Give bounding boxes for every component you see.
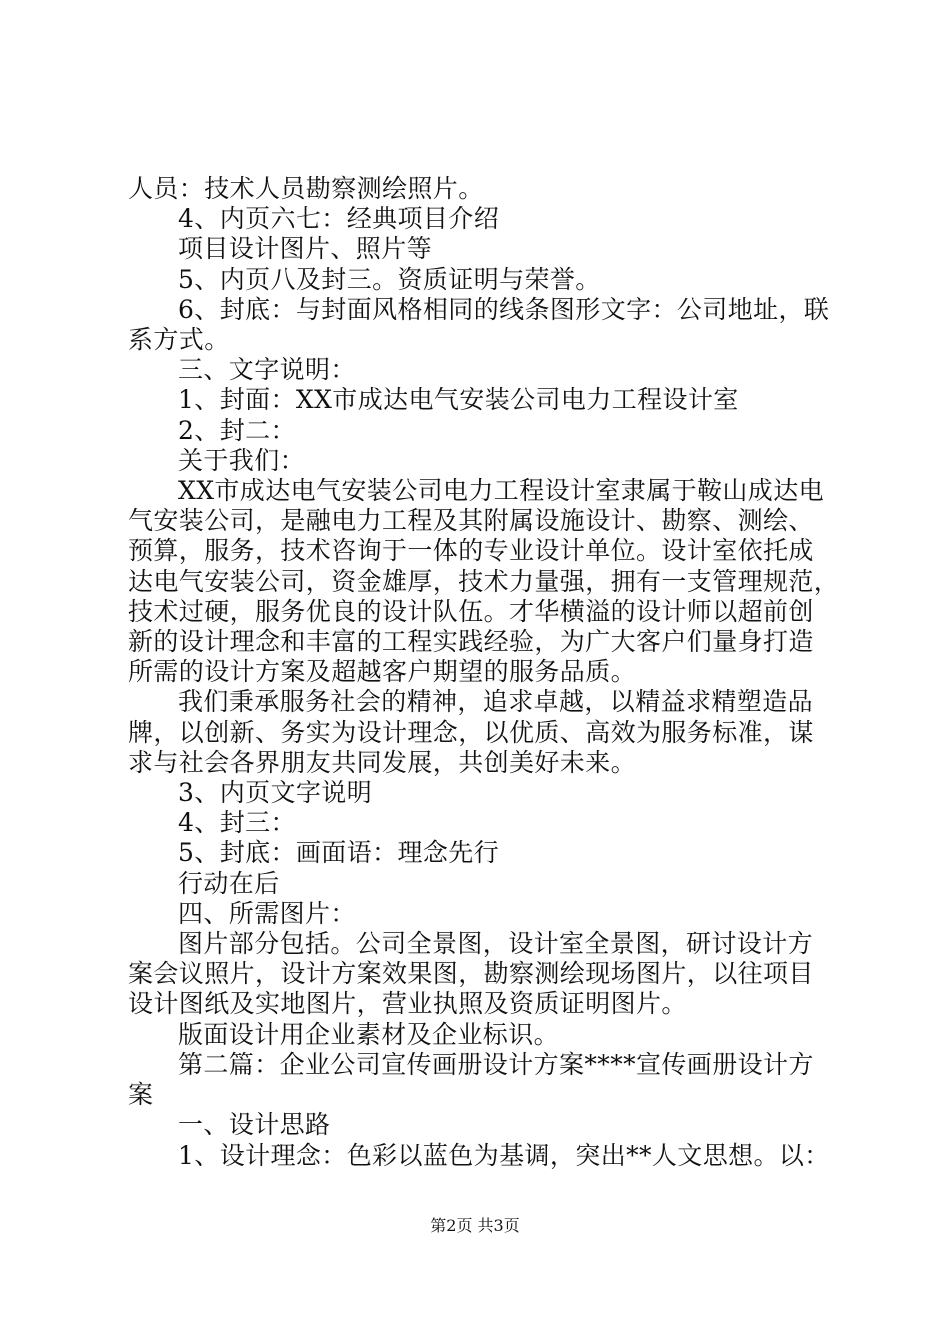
text-line: 所需的设计方案及超越客户期望的服务品质。 bbox=[128, 657, 637, 687]
text-line: 6、封底：与封面风格相同的线条图形文字：公司地址，联 bbox=[178, 294, 830, 324]
text-line: 2、封二： bbox=[178, 415, 296, 445]
text-line: 气安装公司，是融电力工程及其附属设施设计、勘察、测绘、 bbox=[128, 506, 814, 536]
text-line: 牌，以创新、务实为设计理念，以优质、高效为服务标准，谋 bbox=[128, 717, 814, 747]
text-line: 系方式。 bbox=[128, 325, 230, 355]
text-line: 人员：技术人员勘察测绘照片。 bbox=[128, 174, 484, 203]
text-line: 我们秉承服务社会的精神，追求卓越，以精益求精塑造品 bbox=[178, 687, 814, 717]
text-line: 预算，服务，技术咨询于一体的专业设计单位。设计室依托成 bbox=[128, 536, 814, 566]
text-line: XX市成达电气安装公司电力工程设计室隶属于鞍山成达电 bbox=[178, 476, 824, 506]
text-line: 案会议照片，设计方案效果图，勘察测绘现场图片，以往项目 bbox=[128, 959, 814, 989]
text-line: 5、内页八及封三。资质证明与荣誉。 bbox=[178, 264, 601, 294]
text-line: 一、设计思路 bbox=[178, 1110, 331, 1140]
text-line: 4、内页六七：经典项目介绍 bbox=[178, 204, 500, 234]
text-line: 图片部分包括。公司全景图，设计室全景图，研讨设计方 bbox=[178, 929, 814, 959]
text-line: 新的设计理念和丰富的工程实践经验，为广大客户们量身打造 bbox=[128, 627, 814, 657]
text-line: 1、设计理念：色彩以蓝色为基调，突出**人文思想。以： bbox=[178, 1140, 830, 1170]
text-line: 项目设计图片、照片等 bbox=[178, 234, 433, 264]
text-line: 3、内页文字说明 bbox=[178, 778, 373, 808]
text-line: 行动在后 bbox=[178, 868, 280, 898]
document-body bbox=[128, 174, 840, 1171]
text-line: 1、封面：XX市成达电气安装公司电力工程设计室 bbox=[178, 385, 739, 415]
text-line: 技术过硬，服务优良的设计队伍。才华横溢的设计师以超前创 bbox=[128, 596, 814, 626]
text-line: 三、文字说明： bbox=[178, 355, 356, 385]
text-line: 关于我们： bbox=[178, 445, 306, 475]
text-line: 版面设计用企业素材及企业标识。 bbox=[178, 1019, 560, 1049]
text-line: 设计图纸及实地图片，营业执照及资质证明图片。 bbox=[128, 989, 687, 1019]
text-line: 第二篇：企业公司宣传画册设计方案****宣传画册设计方 bbox=[178, 1049, 814, 1079]
page-footer: 第2页 共3页 bbox=[430, 1216, 520, 1235]
text-line: 案 bbox=[128, 1080, 154, 1110]
text-line: 达电气安装公司，资金雄厚，技术力量强，拥有一支管理规范， bbox=[128, 566, 840, 596]
text-line: 5、封底：画面语：理念先行 bbox=[178, 838, 500, 868]
text-line: 四、所需图片： bbox=[178, 898, 356, 928]
text-line: 求与社会各界朋友共同发展，共创美好未来。 bbox=[128, 747, 637, 777]
text-line: 4、封三： bbox=[178, 808, 296, 838]
